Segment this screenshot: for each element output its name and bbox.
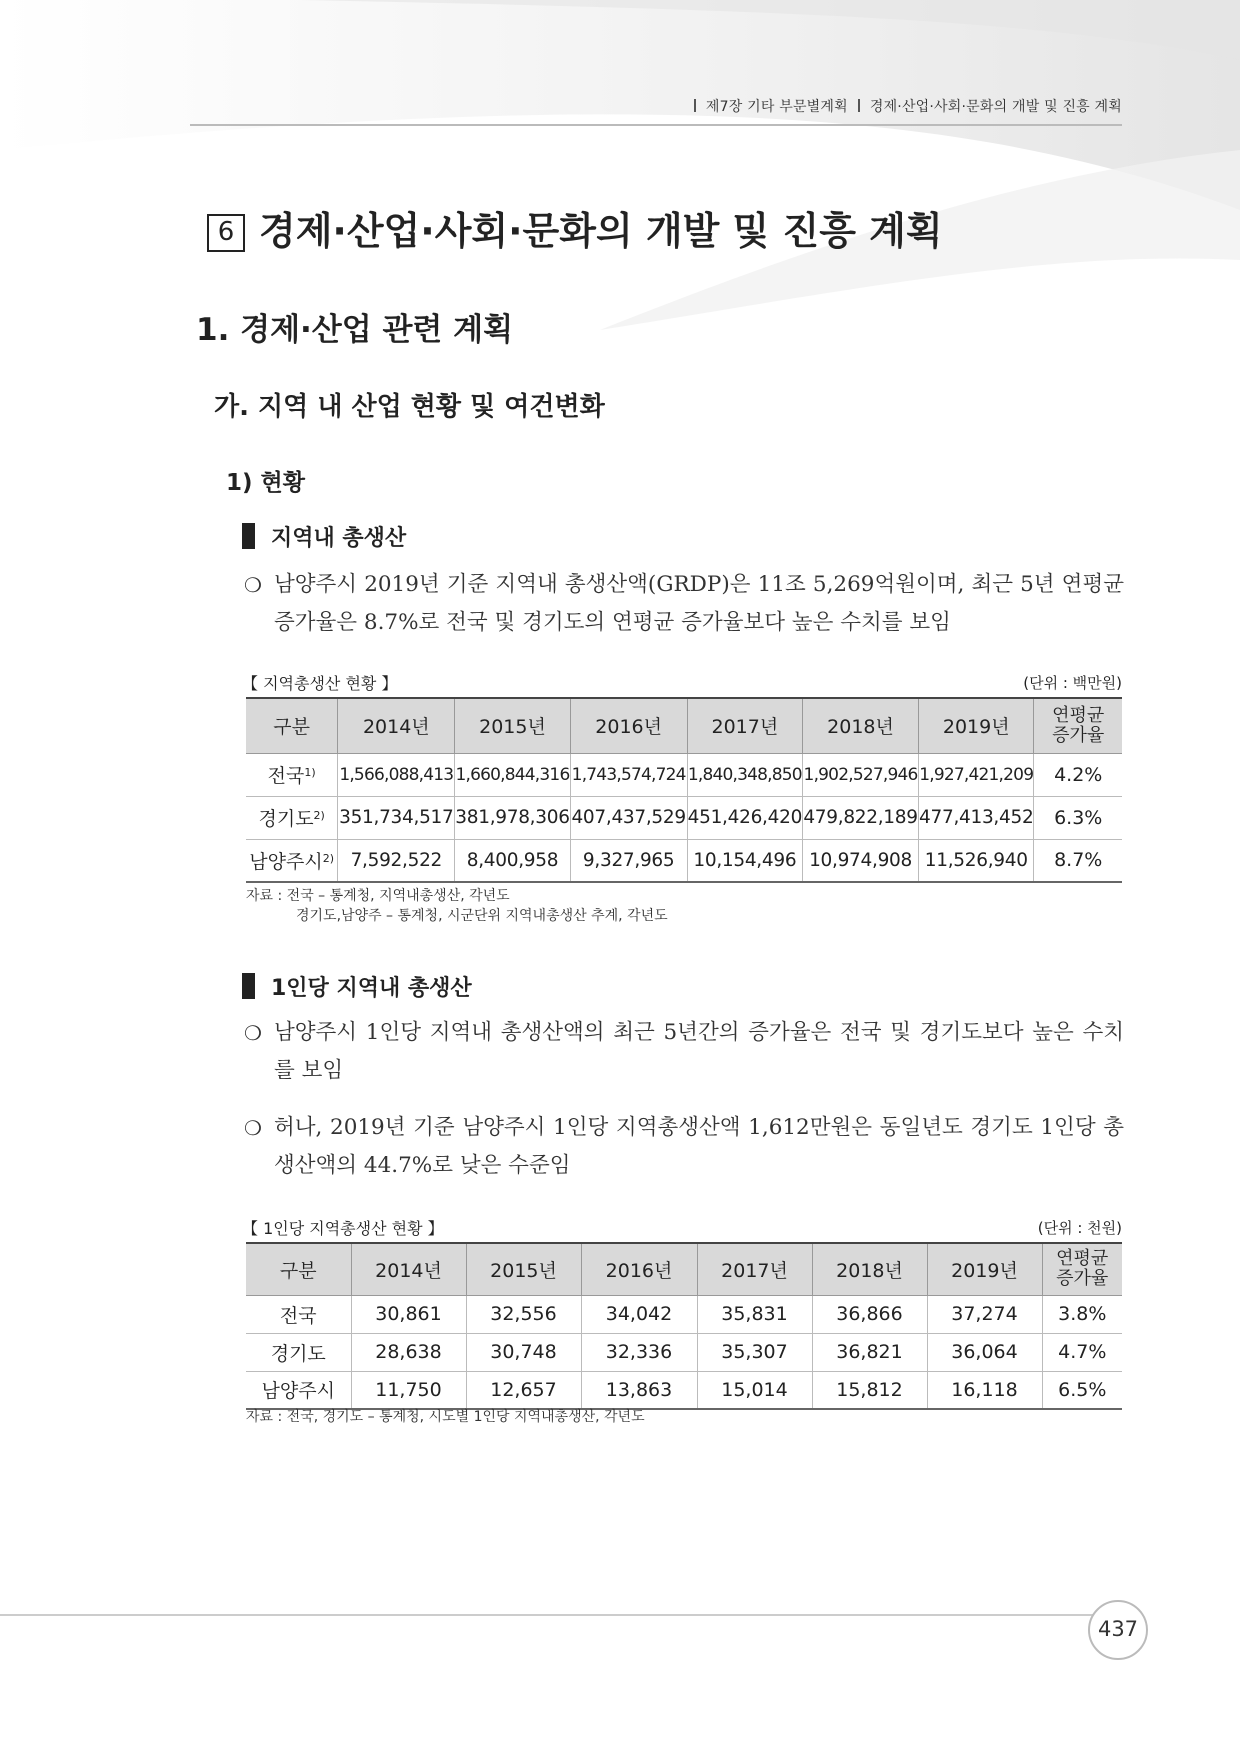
bullet-text: 남양주시 2019년 기준 지역내 총생산액(GRDP)은 11조 5,269억원이며, 최근 5년 연평균 증가율은 8.7%로 전국 및 경기도의 연평균 증가율보다 높은 수치를 보임 bbox=[274, 572, 1124, 635]
table1-caption: 【 지역총생산 현황 】 bbox=[242, 674, 398, 693]
col-header: 2016년 bbox=[581, 1243, 697, 1295]
circle-bullet-icon: ❍ bbox=[244, 1021, 262, 1045]
table-cell: 10,974,908 bbox=[803, 839, 919, 882]
footnote-mark: 2) bbox=[313, 809, 325, 822]
header-swoosh-decoration bbox=[0, 0, 1240, 330]
col-header: 2017년 bbox=[697, 1243, 812, 1295]
rate-header-line2: 증가율 bbox=[1052, 724, 1105, 746]
chapter-number-box: 6 bbox=[207, 214, 245, 252]
header-rule bbox=[190, 124, 1122, 126]
table-cell-rate: 6.5% bbox=[1042, 1371, 1122, 1409]
table-cell: 381,978,306 bbox=[455, 796, 570, 839]
table-row bbox=[246, 1333, 1122, 1371]
rate-header-line1: 연평균 bbox=[1056, 1248, 1109, 1270]
table-cell: 35,831 bbox=[697, 1295, 812, 1333]
table-cell: 351,734,517 bbox=[338, 796, 455, 839]
rate-header-line1: 연평균 bbox=[1052, 704, 1105, 726]
header-section: 경제·산업·사회·문화의 개발 및 진흥 계획 bbox=[869, 99, 1122, 115]
row-label: 전국 bbox=[246, 1295, 351, 1333]
block2-heading-text: 1인당 지역내 총생산 bbox=[271, 976, 472, 1001]
block1-bullet-1 bbox=[244, 566, 1124, 642]
row-label-text: 남양주시 bbox=[249, 850, 323, 873]
row-label bbox=[246, 753, 338, 796]
subsection-title: 가. 지역 내 산업 현황 및 여건변화 bbox=[214, 392, 605, 422]
col-header: 2019년 bbox=[919, 698, 1034, 753]
row-label: 경기도 bbox=[246, 1333, 351, 1371]
block1-heading-text: 지역내 총생산 bbox=[271, 526, 407, 551]
header-chapter: 제7장 기타 부문별계획 bbox=[705, 99, 848, 115]
table-cell-rate: 4.7% bbox=[1042, 1333, 1122, 1371]
bullet-text: 허나, 2019년 기준 남양주시 1인당 지역총생산액 1,612만원은 동일년도 경기도 1인당 총생산액의 44.7%로 낮은 수준임 bbox=[274, 1115, 1124, 1178]
col-header: 2015년 bbox=[455, 698, 570, 753]
col-header: 2017년 bbox=[687, 698, 802, 753]
col-header-rate bbox=[1034, 698, 1122, 753]
table-cell: 479,822,189 bbox=[803, 796, 919, 839]
block2-heading bbox=[242, 971, 472, 1002]
table-header-row bbox=[246, 1243, 1122, 1295]
section-title: 1. 경제·산업 관련 계획 bbox=[196, 312, 514, 348]
table-cell-rate: 4.2% bbox=[1034, 753, 1122, 796]
col-header: 2019년 bbox=[927, 1243, 1042, 1295]
table-cell: 1,902,527,946 bbox=[803, 753, 919, 796]
col-header: 2016년 bbox=[570, 698, 687, 753]
table-row bbox=[246, 1371, 1122, 1409]
source-line: 자료 : 전국 – 통계청, 지역내총생산, 각년도 bbox=[246, 888, 510, 904]
table-header-row bbox=[246, 698, 1122, 753]
table-grdp-per-capita bbox=[246, 1242, 1122, 1410]
table-cell: 1,566,088,413 bbox=[338, 753, 455, 796]
table-cell: 30,861 bbox=[351, 1295, 466, 1333]
row-label-text: 경기도 bbox=[258, 808, 314, 830]
table-cell: 37,274 bbox=[927, 1295, 1042, 1333]
table-cell: 1,743,574,724 bbox=[570, 753, 687, 796]
col-header-rate bbox=[1042, 1243, 1122, 1295]
rate-header-line2: 증가율 bbox=[1056, 1268, 1109, 1290]
header-divider bbox=[694, 99, 696, 112]
col-header: 2015년 bbox=[466, 1243, 581, 1295]
table1-unit: (단위 : 백만원) bbox=[1023, 674, 1122, 692]
block2-bullet-1 bbox=[244, 1014, 1124, 1090]
table-cell: 8,400,958 bbox=[455, 839, 570, 882]
table-cell-rate: 8.7% bbox=[1034, 839, 1122, 882]
source-line: 경기도,남양주 – 통계청, 시군단위 지역내총생산 추계, 각년도 bbox=[296, 908, 668, 924]
table2-source bbox=[246, 1407, 645, 1427]
table-cell: 13,863 bbox=[581, 1371, 697, 1409]
col-header: 2018년 bbox=[812, 1243, 927, 1295]
table2-unit: (단위 : 천원) bbox=[1037, 1219, 1122, 1237]
table-cell: 35,307 bbox=[697, 1333, 812, 1371]
table-cell-rate: 6.3% bbox=[1034, 796, 1122, 839]
running-header bbox=[684, 96, 1122, 116]
row-label bbox=[246, 839, 338, 882]
bullet-text: 남양주시 1인당 지역내 총생산액의 최근 5년간의 증가율은 전국 및 경기도보다 높은 수치를 보임 bbox=[274, 1020, 1124, 1083]
page-number: 437 bbox=[1088, 1600, 1148, 1660]
block2-bullet-2 bbox=[244, 1109, 1124, 1185]
col-header: 2014년 bbox=[351, 1243, 466, 1295]
source-line: 자료 : 전국, 경기도 – 통계청, 시도별 1인당 지역내총생산, 각년도 bbox=[246, 1409, 645, 1425]
chapter-title bbox=[207, 200, 943, 255]
heading-square-icon bbox=[242, 523, 255, 549]
table-row bbox=[246, 796, 1122, 839]
col-header: 구분 bbox=[246, 1243, 351, 1295]
table-cell: 28,638 bbox=[351, 1333, 466, 1371]
col-header: 2018년 bbox=[803, 698, 919, 753]
table-cell: 36,866 bbox=[812, 1295, 927, 1333]
table-cell: 451,426,420 bbox=[687, 796, 802, 839]
table-cell: 36,821 bbox=[812, 1333, 927, 1371]
table-cell: 9,327,965 bbox=[570, 839, 687, 882]
table-cell: 1,660,844,316 bbox=[455, 753, 570, 796]
table-cell: 16,118 bbox=[927, 1371, 1042, 1409]
table-row bbox=[246, 753, 1122, 796]
table-grdp bbox=[246, 697, 1122, 883]
table-cell: 36,064 bbox=[927, 1333, 1042, 1371]
table-cell: 10,154,496 bbox=[687, 839, 802, 882]
footnote-mark: 2) bbox=[322, 851, 335, 865]
table-cell: 407,437,529 bbox=[570, 796, 687, 839]
table-cell: 30,748 bbox=[466, 1333, 581, 1371]
table-cell: 1,840,348,850 bbox=[687, 753, 802, 796]
header-divider bbox=[858, 99, 860, 112]
table-cell: 15,812 bbox=[812, 1371, 927, 1409]
table-cell: 7,592,522 bbox=[338, 839, 455, 882]
circle-bullet-icon: ❍ bbox=[244, 573, 262, 597]
row-label-text: 전국 bbox=[267, 765, 305, 787]
table-cell: 34,042 bbox=[581, 1295, 697, 1333]
table-cell: 11,526,940 bbox=[919, 839, 1034, 882]
table-row bbox=[246, 839, 1122, 882]
table-cell: 32,336 bbox=[581, 1333, 697, 1371]
subsubsection-title: 1) 현황 bbox=[226, 470, 305, 496]
table-cell-rate: 3.8% bbox=[1042, 1295, 1122, 1333]
row-label: 남양주시 bbox=[246, 1371, 351, 1409]
table-cell: 12,657 bbox=[466, 1371, 581, 1409]
block1-heading bbox=[242, 521, 406, 552]
table-cell: 32,556 bbox=[466, 1295, 581, 1333]
footer-rule bbox=[0, 1614, 1095, 1616]
circle-bullet-icon: ❍ bbox=[244, 1116, 262, 1140]
table2-caption: 【 1인당 지역총생산 현황 】 bbox=[242, 1219, 444, 1238]
table-cell: 477,413,452 bbox=[919, 796, 1034, 839]
table1-source bbox=[246, 886, 668, 926]
table-cell: 11,750 bbox=[351, 1371, 466, 1409]
table-cell: 15,014 bbox=[697, 1371, 812, 1409]
row-label bbox=[246, 796, 338, 839]
heading-square-icon bbox=[242, 973, 255, 999]
col-header: 2014년 bbox=[338, 698, 455, 753]
chapter-title-text: 경제·산업·사회·문화의 개발 및 진흥 계획 bbox=[259, 209, 943, 253]
footnote-mark: 1) bbox=[304, 766, 316, 779]
col-header: 구분 bbox=[246, 698, 338, 753]
table-cell: 1,927,421,209 bbox=[919, 753, 1034, 796]
table-row bbox=[246, 1295, 1122, 1333]
